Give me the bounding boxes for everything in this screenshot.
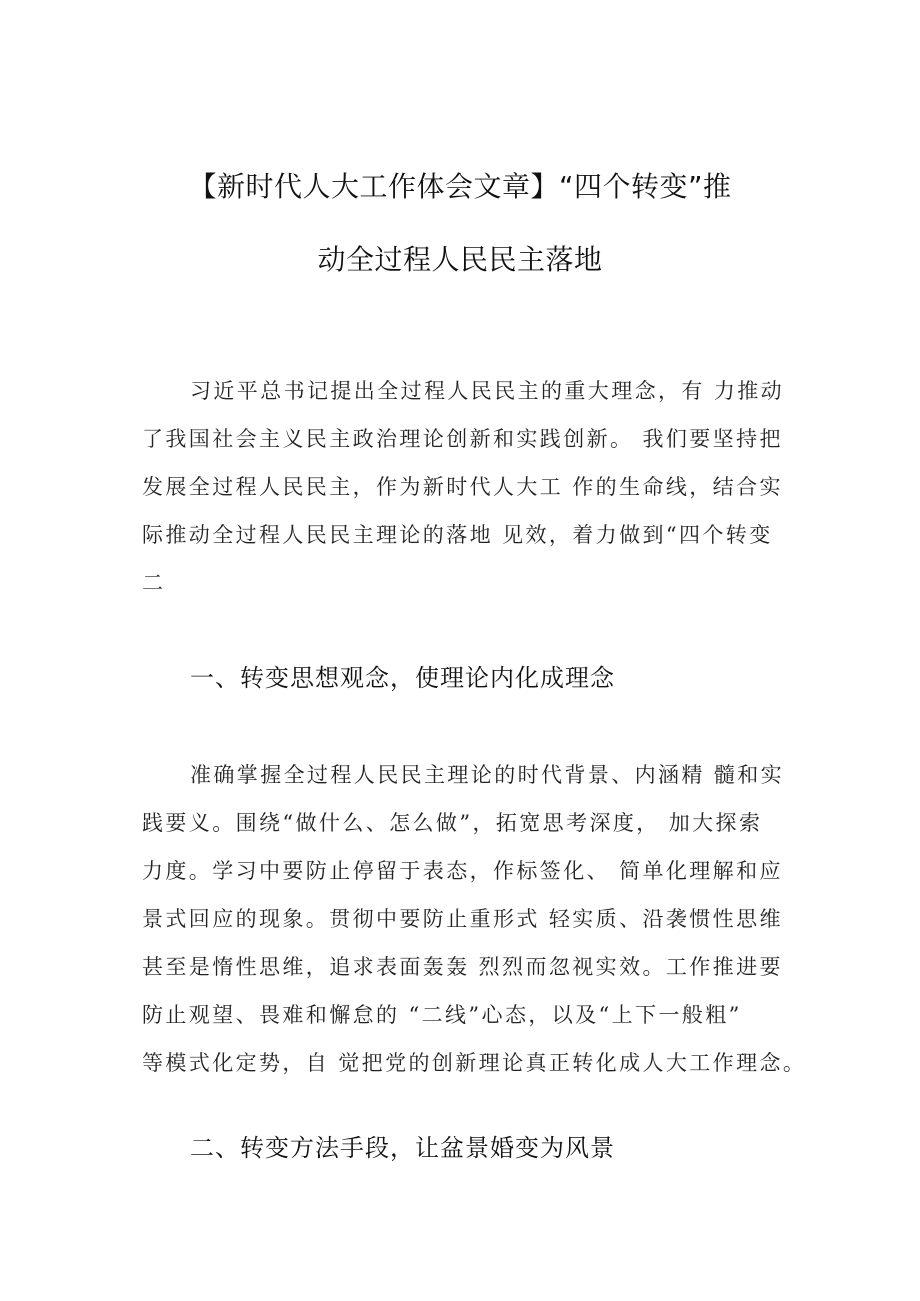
- intro-line: 了我国社会主义民主政治理论创新和实践创新。 我们要坚持把: [142, 427, 783, 451]
- section-1-line: 等模式化定势，自 觉把党的创新理论真正转化成人大工作理念。: [142, 1051, 807, 1075]
- intro-line: 二: [142, 571, 166, 595]
- section-1-line: 景式回应的现象。贯彻中要防止重形式 轻实质、沿袭惯性思维: [142, 907, 783, 931]
- document-title-line-1: 【新时代人大工作体会文章】“四个转变”推: [188, 170, 732, 203]
- section-1-line: 甚至是惰性思维，追求表面轰轰 烈烈而忽视实效。工作推进要: [142, 955, 783, 979]
- document-title-line-2: 动全过程人民民主落地: [317, 243, 603, 276]
- intro-line: 发展全过程人民民主，作为新时代人大工 作的生命线，结合实: [142, 475, 783, 499]
- section-1-line: 防止观望、畏难和懈怠的 “二线”心态，以及“上下一般粗”: [142, 1003, 742, 1027]
- section-1-line: 准确掌握全过程人民民主理论的时代背景、内涵精 髓和实: [190, 763, 785, 787]
- section-1-line: 力度。学习中要防止停留于表态，作标签化、 简单化理解和应: [142, 859, 783, 883]
- section-1-heading: 一、转变思想观念，使理论内化成理念: [190, 664, 615, 692]
- intro-line: 习近平总书记提出全过程人民民主的重大理念，有 力推动: [190, 379, 785, 403]
- section-1-line: 践要义。围绕“做什么、怎么做”，拓宽思考深度， 加大探索: [142, 811, 763, 835]
- intro-line: 际推动全过程人民民主理论的落地 见效，着力做到“四个转变: [142, 523, 773, 547]
- section-2-heading: 二、转变方法手段，让盆景婚变为风景: [190, 1134, 615, 1162]
